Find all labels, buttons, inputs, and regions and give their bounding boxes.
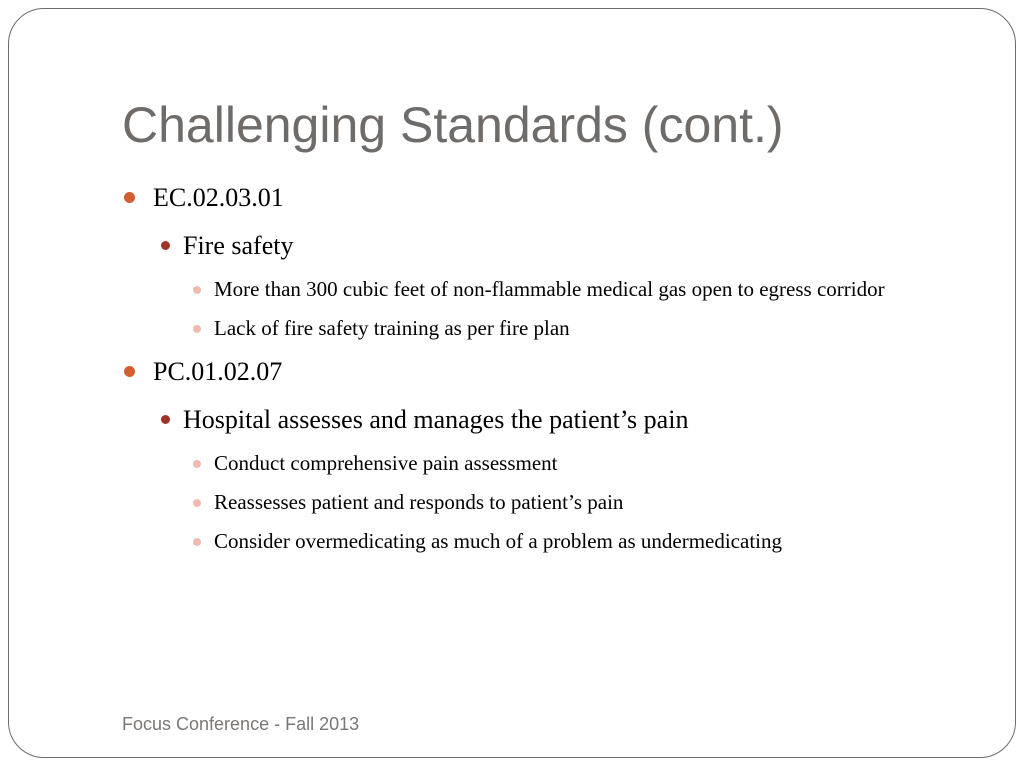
bullet-icon xyxy=(193,538,201,546)
bullet-point xyxy=(122,311,982,345)
slide-footer: Focus Conference - Fall 2013 xyxy=(122,714,360,734)
bullet-icon xyxy=(161,241,170,250)
bullet-point-text: More than 300 cubic feet of non-flammable medical gas open to egress corridor xyxy=(214,277,885,301)
bullet-icon xyxy=(124,366,135,377)
bullet-icon xyxy=(161,415,170,424)
subheading-label: Hospital assesses and manages the patient’s pain xyxy=(183,405,689,434)
bullet-icon xyxy=(124,192,135,203)
section-heading-label: PC.01.02.07 xyxy=(153,357,283,386)
bullet-point-text: Reassesses patient and responds to patient’s pain xyxy=(214,490,624,514)
bullet-icon xyxy=(193,499,201,507)
section-heading xyxy=(122,351,982,393)
subheading-label: Fire safety xyxy=(183,231,294,260)
bullet-point xyxy=(122,272,982,306)
slide-frame xyxy=(8,8,1016,758)
slide-title: Challenging Standards (cont.) xyxy=(122,97,784,153)
bullet-point xyxy=(122,524,982,558)
bullet-icon xyxy=(193,286,201,294)
bullet-point xyxy=(122,485,982,519)
slide-body xyxy=(122,177,982,558)
subheading xyxy=(122,399,982,441)
bullet-icon xyxy=(193,460,201,468)
bullet-point-text: Lack of fire safety training as per fire plan xyxy=(214,316,570,340)
bullet-point-text: Consider overmedicating as much of a problem as undermedicating xyxy=(214,529,782,553)
bullet-point-text: Conduct comprehensive pain assessment xyxy=(214,451,558,475)
section-heading-label: EC.02.03.01 xyxy=(153,183,284,212)
bullet-icon xyxy=(193,325,201,333)
subheading xyxy=(122,225,982,267)
bullet-point xyxy=(122,446,982,480)
section-heading xyxy=(122,177,982,219)
